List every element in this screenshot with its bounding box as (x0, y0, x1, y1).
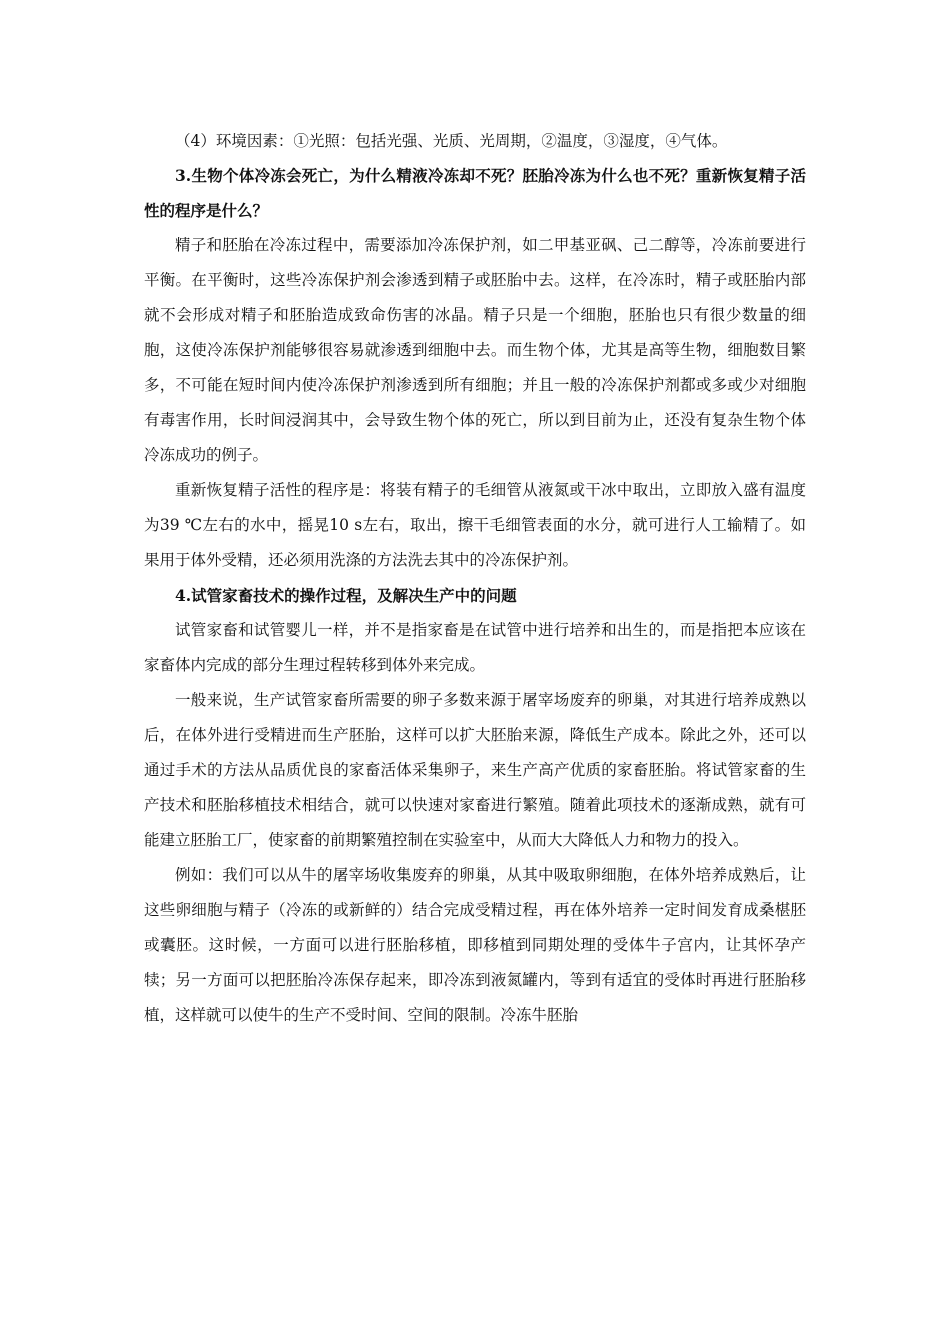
section-3-paragraph-2: 重新恢复精子活性的程序是：将装有精子的毛细管从液氮或干冰中取出，立即放入盛有温度为39 ℃左右的水中，摇晃10 s左右，取出，擦干毛细管表面的水分，就可进行人工输精了。如果用于体外受精，还必须用洗涤的方法洗去其中的冷冻保护剂。 (144, 481, 806, 569)
document-body (144, 124, 806, 1033)
section-3-heading: 3.生物个体冷冻会死亡，为什么精液冷冻却不死？胚胎冷冻为什么也不死？重新恢复精子活性的程序是什么？ (144, 166, 806, 220)
environment-factors-item: （4）环境因素：①光照：包括光强、光质、光周期，②温度，③湿度，④气体。 (175, 132, 728, 150)
section-4-paragraph-3: 例如：我们可以从牛的屠宰场收集废弃的卵巢，从其中吸取卵细胞，在体外培养成熟后，让这些卵细胞与精子（冷冻的或新鲜的）结合完成受精过程，再在体外培养一定时间发育成桑椹胚或囊胚。这时候，一方面可以进行胚胎移植，即移植到同期处理的受体牛子宫内，让其怀孕产犊；另一方面可以把胚胎冷冻保存起来，即冷冻到液氮罐内，等到有适宜的受体时再进行胚胎移植，这样就可以使牛的生产不受时间、空间的限制。冷冻牛胚胎 (144, 866, 806, 1024)
section-3-paragraph-1: 精子和胚胎在冷冻过程中，需要添加冷冻保护剂，如二甲基亚砜、己二醇等，冷冻前要进行平衡。在平衡时，这些冷冻保护剂会渗透到精子或胚胎中去。这样，在冷冻时，精子或胚胎内部就不会形成对精子和胚胎造成致命伤害的冰晶。精子只是一个细胞，胚胎也只有很少数量的细胞，这使冷冻保护剂能够很容易就渗透到细胞中去。而生物个体，尤其是高等生物，细胞数目繁多，不可能在短时间内使冷冻保护剂渗透到所有细胞；并且一般的冷冻保护剂都或多或少对细胞有毒害作用，长时间浸润其中，会导致生物个体的死亡，所以到目前为止，还没有复杂生物个体冷冻成功的例子。 (144, 236, 806, 464)
section-4-heading: 4.试管家畜技术的操作过程，及解决生产中的问题 (175, 586, 517, 605)
section-4-paragraph-1: 试管家畜和试管婴儿一样，并不是指家畜是在试管中进行培养和出生的，而是指把本应该在家畜体内完成的部分生理过程转移到体外来完成。 (144, 621, 806, 674)
section-4-paragraph-2: 一般来说，生产试管家畜所需要的卵子多数来源于屠宰场废弃的卵巢，对其进行培养成熟以后，在体外进行受精进而生产胚胎，这样可以扩大胚胎来源，降低生产成本。除此之外，还可以通过手术的方法从品质优良的家畜活体采集卵子，来生产高产优质的家畜胚胎。将试管家畜的生产技术和胚胎移植技术相结合，就可以快速对家畜进行繁殖。随着此项技术的逐渐成熟，就有可能建立胚胎工厂，使家畜的前期繁殖控制在实验室中，从而大大降低人力和物力的投入。 (144, 691, 806, 849)
